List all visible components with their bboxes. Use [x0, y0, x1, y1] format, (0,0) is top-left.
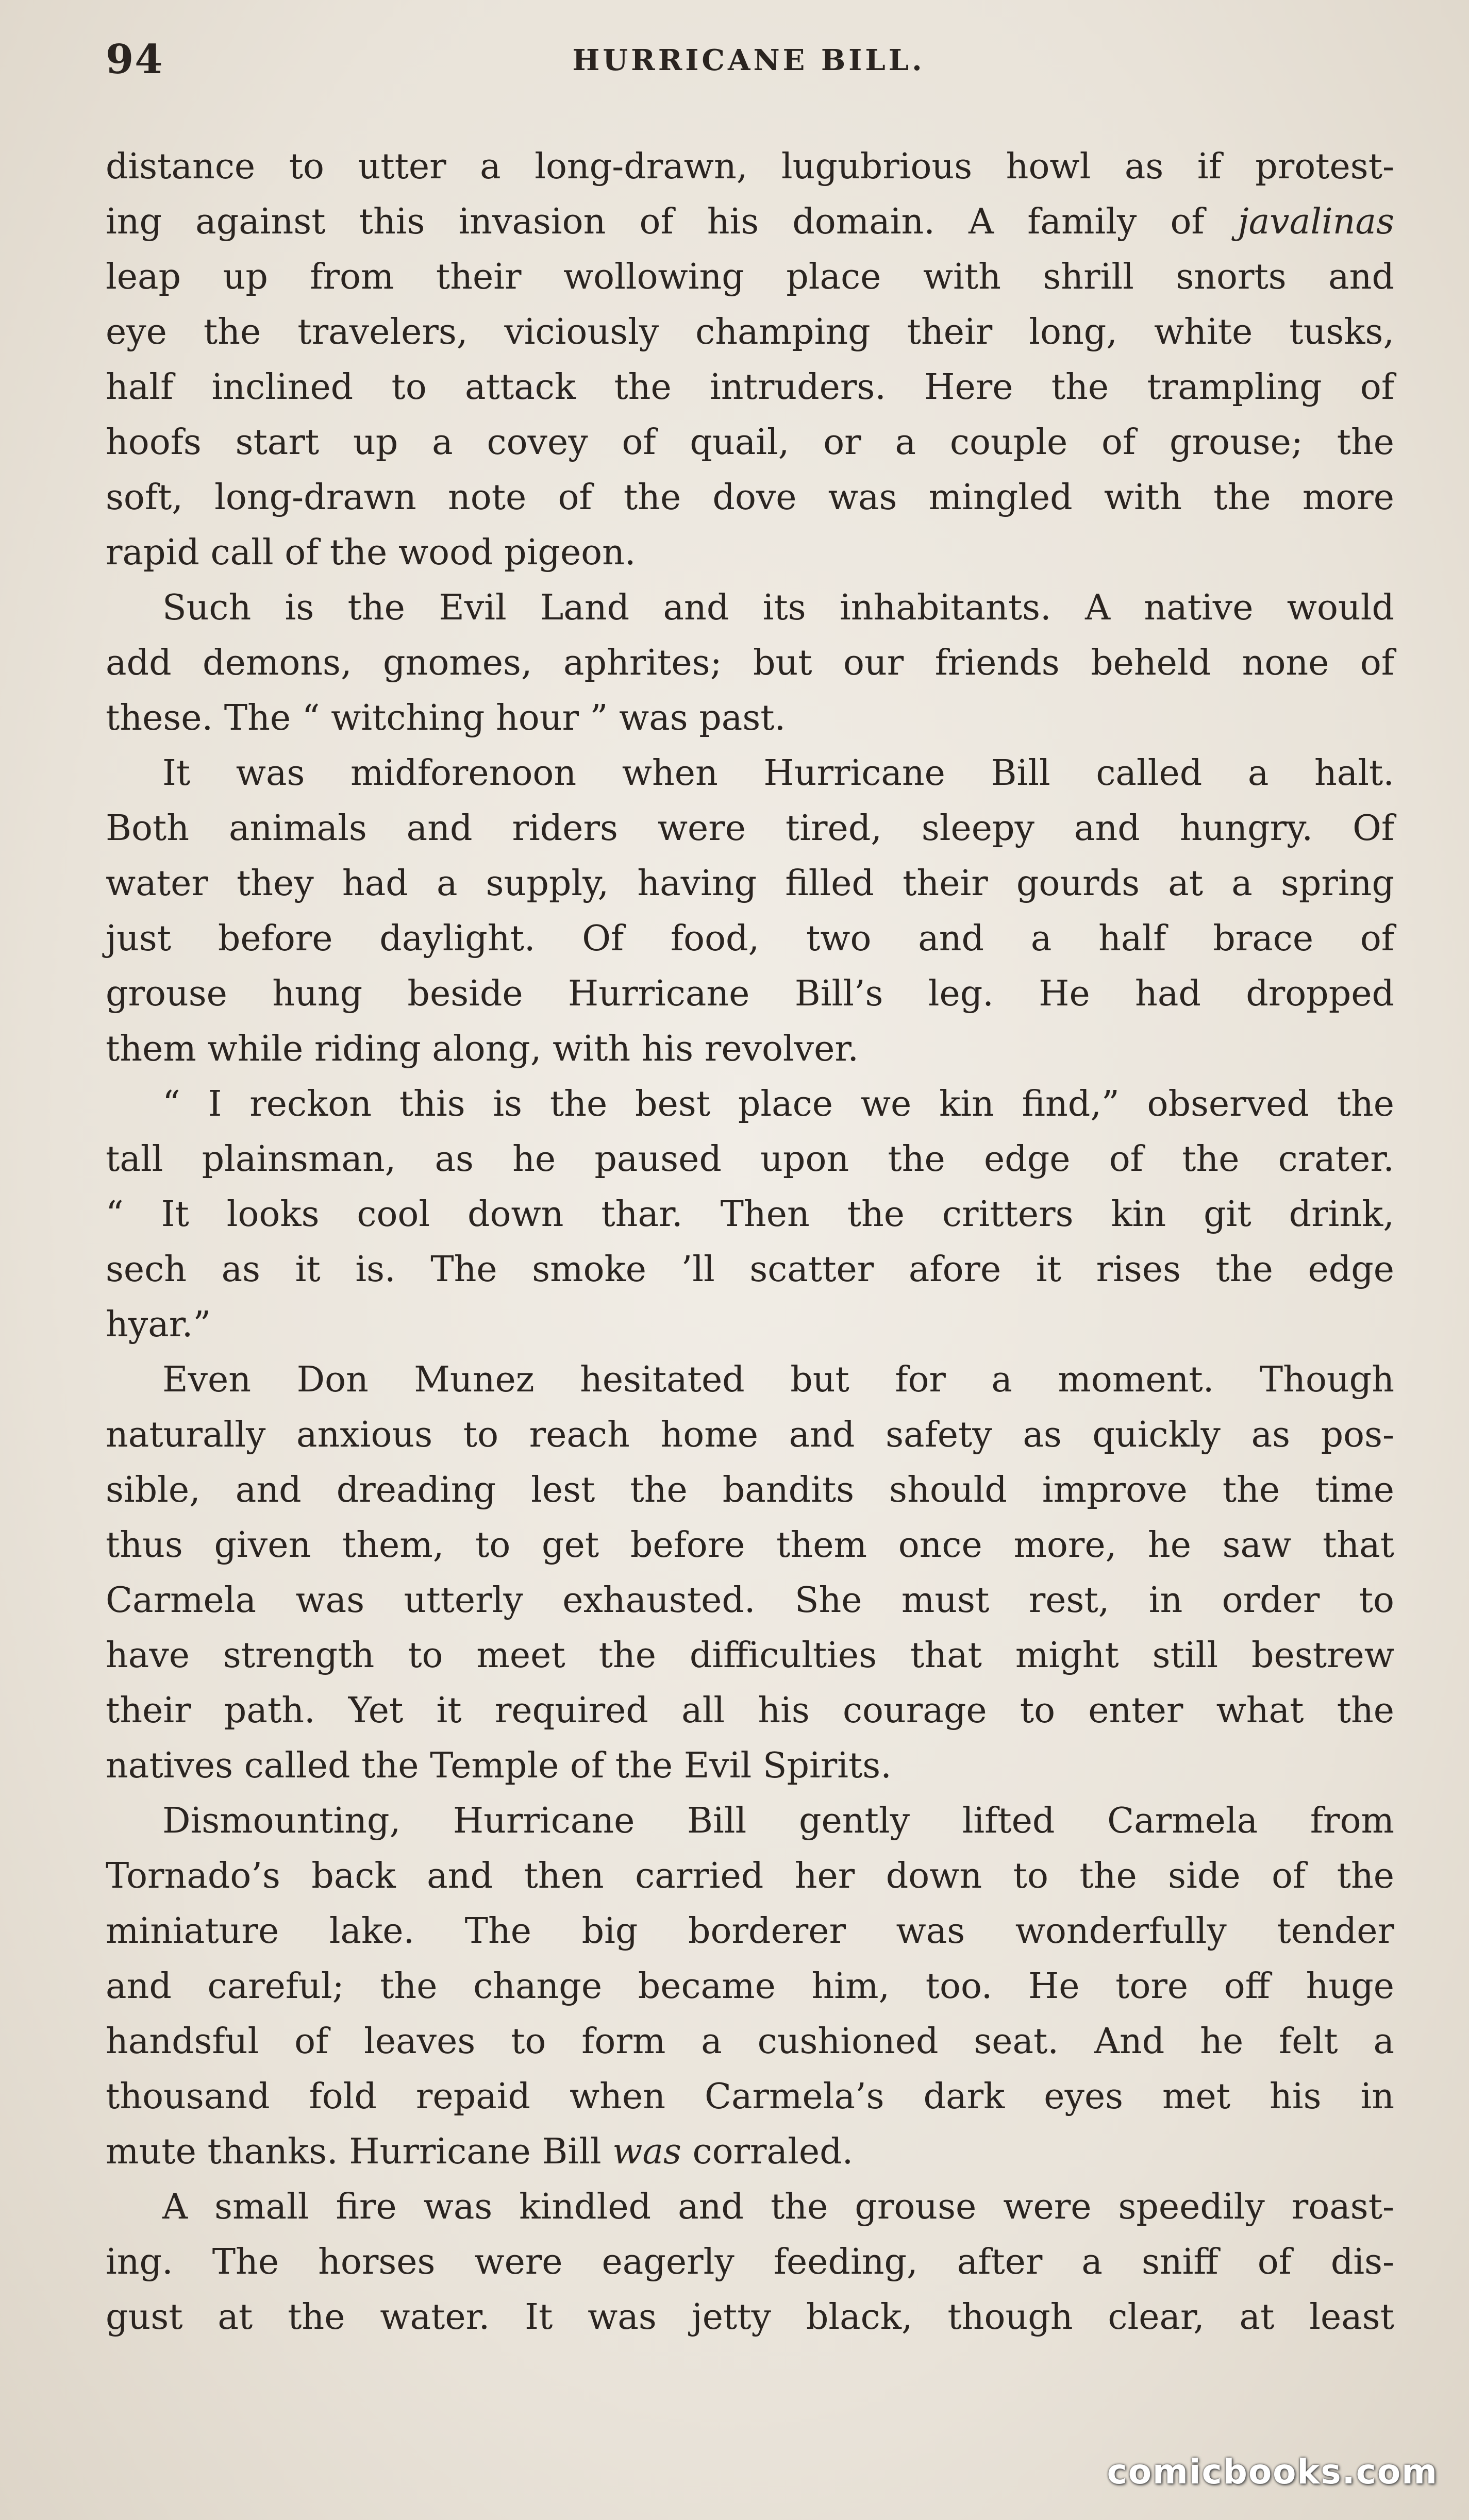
- text-line: “ It looks cool down thar. Then the critters kin git drink,: [106, 1194, 1394, 1235]
- text-line: sech as it is. The smoke ’ll scatter afore it rises the edge: [106, 1249, 1394, 1290]
- text-line: just before daylight. Of food, two and a half brace of: [106, 918, 1394, 959]
- text-line: distance to utter a long-drawn, lugubrious howl as if protest-: [106, 146, 1394, 187]
- running-head: HURRICANE BILL.: [572, 43, 925, 77]
- text-line: Carmela was utterly exhausted. She must rest, in order to: [106, 1580, 1394, 1621]
- italic-word: javalinas: [1238, 201, 1394, 242]
- text-line: handsful of leaves to form a cushioned seat. And he felt a: [106, 2021, 1394, 2062]
- text-line: them while riding along, with his revolver.: [106, 1029, 859, 1069]
- text-line: [106, 194, 1394, 249]
- page-header: [106, 36, 1392, 98]
- text-line: ing. The horses were eagerly feeding, after a sniff of dis-: [106, 2242, 1394, 2282]
- text-line: [106, 2124, 1394, 2179]
- text-line: hoofs start up a covey of quail, or a couple of grouse; the: [106, 422, 1394, 463]
- text-line: It was midforenoon when Hurricane Bill called a halt.: [162, 753, 1394, 794]
- text-line: have strength to meet the difficulties that might still bestrew: [106, 1635, 1394, 1676]
- text-line: soft, long-drawn note of the dove was mingled with the more: [106, 477, 1394, 518]
- text-line: their path. Yet it required all his courage to enter what the: [106, 1690, 1394, 1731]
- text-line: thus given them, to get before them once more, he saw that: [106, 1525, 1394, 1566]
- text-line: miniature lake. The big borderer was wonderfully tender: [106, 1911, 1394, 1952]
- text-line: half inclined to attack the intruders. Here the trampling of: [106, 367, 1394, 408]
- text-line: and careful; the change became him, too. He tore off huge: [106, 1966, 1394, 2007]
- text-line-segment: corraled.: [692, 2131, 854, 2172]
- text-line: A small fire was kindled and the grouse were speedily roast-: [162, 2187, 1394, 2227]
- text-line: gust at the water. It was jetty black, though clear, at least: [106, 2297, 1394, 2338]
- text-line: water they had a supply, having filled their gourds at a spring: [106, 863, 1394, 904]
- text-line: sible, and dreading lest the bandits should improve the time: [106, 1470, 1394, 1510]
- text-line: add demons, gnomes, aphrites; but our friends beheld none of: [106, 643, 1394, 683]
- text-line: Tornado’s back and then carried her down to the side of the: [106, 1856, 1394, 1896]
- text-line: Even Don Munez hesitated but for a moment. Though: [162, 1359, 1394, 1400]
- page-number: 94: [106, 36, 164, 83]
- text-line: eye the travelers, viciously champing their long, white tusks,: [106, 312, 1394, 352]
- text-line-segment: mute thanks. Hurricane Bill: [106, 2131, 602, 2172]
- text-line: these. The “ witching hour ” was past.: [106, 698, 786, 738]
- body-text: [106, 139, 1394, 2345]
- text-line: hyar.”: [106, 1304, 211, 1345]
- text-line: leap up from their wollowing place with shrill snorts and: [106, 257, 1394, 297]
- watermark: comicbooks.com: [1107, 2452, 1438, 2492]
- italic-word: was: [612, 2131, 681, 2172]
- text-line: natives called the Temple of the Evil Spirits.: [106, 1745, 892, 1786]
- text-line: “ I reckon this is the best place we kin find,” observed the: [162, 1084, 1394, 1124]
- text-line: Dismounting, Hurricane Bill gently lifted Carmela from: [162, 1801, 1394, 1841]
- text-line: thousand fold repaid when Carmela’s dark eyes met his in: [106, 2076, 1394, 2117]
- text-line: tall plainsman, as he paused upon the edge of the crater.: [106, 1139, 1394, 1180]
- text-line-segment: ing against this invasion of his domain. A family of: [106, 201, 1205, 242]
- text-line: Both animals and riders were tired, sleepy and hungry. Of: [106, 808, 1394, 849]
- text-line: naturally anxious to reach home and safety as quickly as pos-: [106, 1415, 1394, 1455]
- text-line: Such is the Evil Land and its inhabitants. A native would: [162, 587, 1394, 628]
- text-line: rapid call of the wood pigeon.: [106, 532, 636, 573]
- text-line: grouse hung beside Hurricane Bill’s leg. He had dropped: [106, 973, 1394, 1014]
